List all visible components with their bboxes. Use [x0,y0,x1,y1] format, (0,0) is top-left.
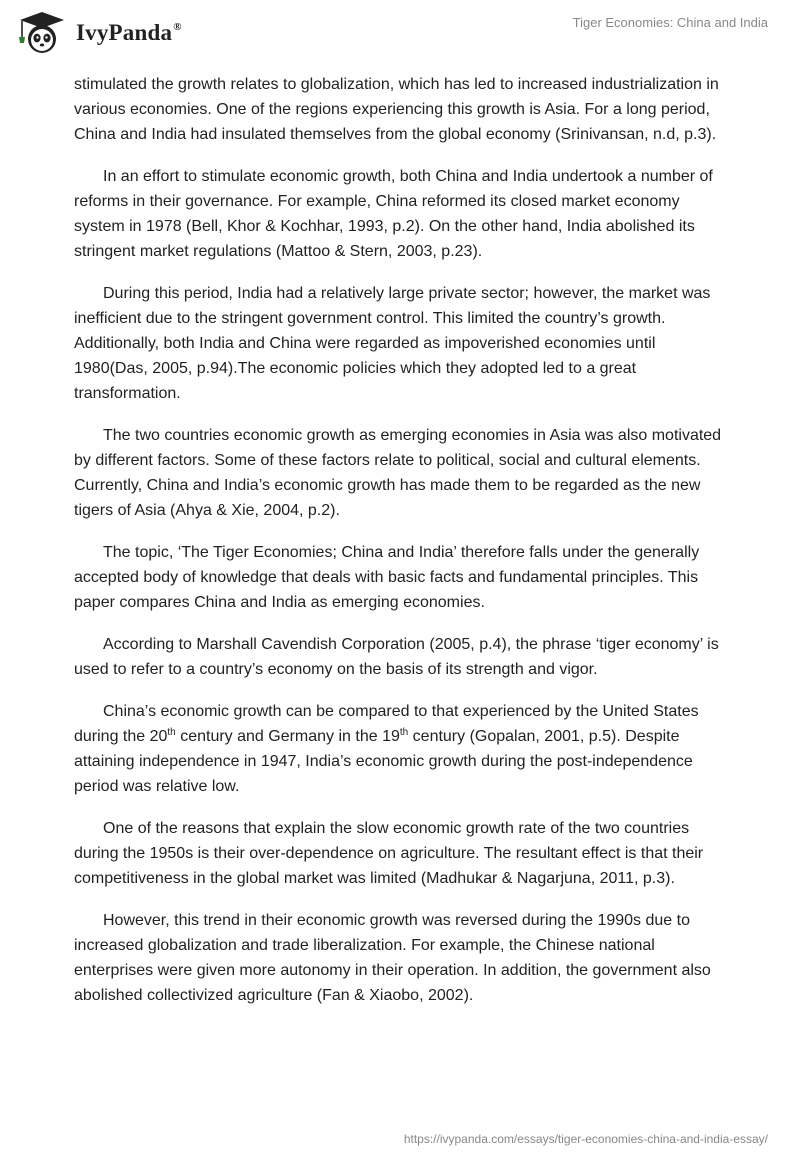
panda-logo-icon [14,10,70,56]
logo-text: IvyPanda® [76,20,182,45]
paragraph: However, this trend in their economic growth was reversed during the 1990s due to increased globalization and trade liberalization. For example, the Chinese national enterprises were given more autonomy in their operation. In addition, the government also abolished collectivized agriculture (Fan & Xiaobo, 2002). [74,912,711,1004]
document-title: Tiger Economies: China and India [572,15,768,30]
paragraph: In an effort to stimulate economic growth, both China and India undertook a number of reforms in their governance. For example, China reformed its closed market economy system in 1978 (Bell, Khor & Kochhar, 1993, p.2). On the other hand, India abolished its stringent market regulations (Mattoo & Stern, 2003, p.23). [74,168,713,260]
paragraph: stimulated the growth relates to globalization, which has led to increased industrialization in various economies. One of the regions experiencing this growth is Asia. For a long period, China and India had insulated themselves from the global economy (Srinivansan, n.d, p.3). [74,76,719,143]
essay-body [74,72,724,1025]
paragraph: According to Marshall Cavendish Corporation (2005, p.4), the phrase ‘tiger economy’ is used to refer to a country’s economy on the basis of its strength and vigor. [74,636,719,678]
source-url-link[interactable]: https://ivypanda.com/essays/tiger-economies-china-and-india-essay/ [403,1132,768,1146]
logo[interactable] [14,10,182,56]
paragraph: China’s economic growth can be compared to that experienced by the United States during the 20th century and Germany in the 19th century (Gopalan, 2001, p.5). Despite attaining independence in 1947, India’s economic growth during the post-independence period was relative low. [74,703,699,795]
paragraph: One of the reasons that explain the slow economic growth rate of the two countries during the 1950s is their over-dependence on agriculture. The resultant effect is that their competitiveness in the global market was limited (Madhukar & Nagarjuna, 2011, p.3). [74,820,704,887]
paragraph: The two countries economic growth as emerging economies in Asia was also motivated by different factors. Some of these factors relate to political, social and cultural elements. Currently, China and India’s economic growth has made them to be regarded as the new tigers of Asia (Ahya & Xie, 2004, p.2). [74,427,722,519]
paragraph: During this period, India had a relatively large private sector; however, the market was inefficient due to the stringent government control. This limited the country’s growth. Additionally, both India and China were regarded as impoverished economies until 1980(Das, 2005, p.94).The economic policies which they adopted led to a great transformation. [74,285,711,402]
paragraph: The topic, ‘The Tiger Economies; China and India’ therefore falls under the generally accepted body of knowledge that deals with basic facts and fundamental principles. This paper compares China and India as emerging economies. [74,544,700,611]
